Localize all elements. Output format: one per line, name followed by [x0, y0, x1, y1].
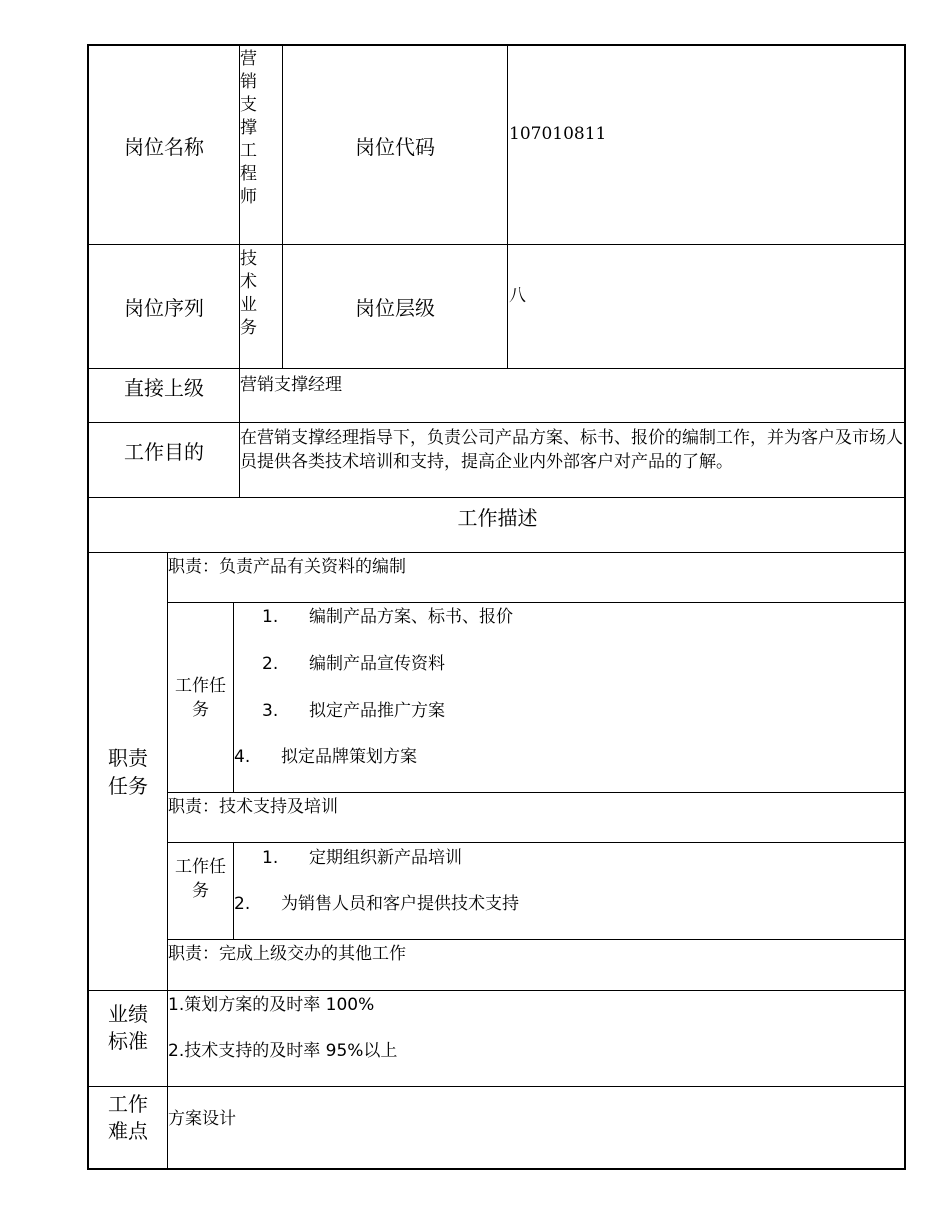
row-divider — [87, 422, 906, 423]
duty-1-task-4-text: 拟定品牌策划方案 — [281, 747, 417, 767]
row-divider — [167, 842, 906, 843]
performance-label: 业绩标准 — [108, 1002, 148, 1053]
post-code-value: 107010811 — [509, 124, 607, 144]
duties-label: 职责任务 — [108, 745, 148, 798]
duty-2-title: 职责：技术支持及培训 — [168, 797, 338, 817]
row-divider — [87, 990, 906, 991]
duty-1-title: 职责：负责产品有关资料的编制 — [168, 557, 406, 577]
duty-2-task-label: 工作任务 — [175, 857, 226, 901]
difficulty-label: 工作难点 — [108, 1092, 148, 1143]
row-divider — [167, 792, 906, 793]
post-series-value: 技术业务 — [240, 249, 257, 338]
post-code-label: 岗位代码 — [355, 134, 435, 159]
supervisor-value: 营销支撑经理 — [240, 375, 342, 395]
row-divider — [167, 602, 906, 603]
post-level-label: 岗位层级 — [355, 296, 435, 320]
difficulty-value: 方案设计 — [168, 1109, 236, 1129]
duty-1-task-2-num: 2. — [262, 654, 279, 674]
duty-2-task-1-num: 1. — [262, 848, 279, 868]
post-name-value: 营销支撑工程师 — [240, 49, 257, 207]
post-level-value: 八 — [509, 286, 526, 306]
supervisor-label: 直接上级 — [124, 376, 204, 400]
performance-item-2: 2.技术支持的及时率 95%以上 — [168, 1041, 398, 1061]
duty-1-task-1-num: 1. — [262, 607, 279, 627]
duty-1-task-label: 工作任务 — [175, 675, 226, 720]
row-divider — [167, 939, 906, 940]
row-divider — [87, 1086, 906, 1087]
col-divider — [507, 44, 508, 369]
duty-1-task-1-text: 编制产品方案、标书、报价 — [309, 607, 513, 627]
row-divider — [87, 552, 906, 553]
duty-2-task-2-num: 2. — [234, 894, 251, 914]
duty-2-task-2-text: 为销售人员和客户提供技术支持 — [281, 894, 519, 914]
duty-3-title: 职责：完成上级交办的其他工作 — [168, 944, 406, 964]
duty-1-task-2-text: 编制产品宣传资料 — [309, 654, 445, 674]
duty-1-task-3-text: 拟定产品推广方案 — [309, 701, 445, 721]
duty-2-task-1-text: 定期组织新产品培训 — [309, 848, 462, 868]
post-series-label: 岗位序列 — [124, 296, 204, 320]
purpose-value: 在营销支撑经理指导下，负责公司产品方案、标书、报价的编制工作，并为客户及市场人员提供各类技术培训和支持，提高企业内外部客户对产品的了解。 — [240, 428, 903, 472]
duty-1-task-4-num: 4. — [234, 747, 251, 767]
description-title: 工作描述 — [457, 505, 538, 530]
performance-item-1: 1.策划方案的及时率 100% — [168, 995, 375, 1015]
post-name-label: 岗位名称 — [124, 134, 204, 159]
duty-1-task-3-num: 3. — [262, 701, 279, 721]
purpose-label: 工作目的 — [124, 439, 204, 464]
col-divider — [233, 842, 234, 940]
